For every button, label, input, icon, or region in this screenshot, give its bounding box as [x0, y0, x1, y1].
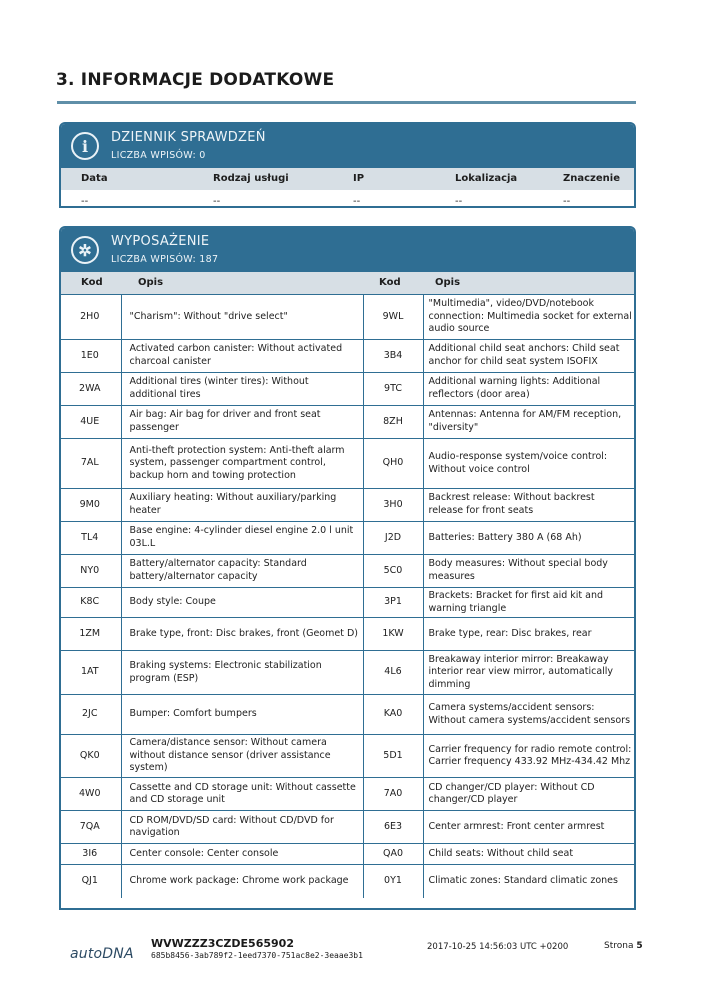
- equipment-description-cell: Camera systems/accident sensors: Without camera systems/accident sensors: [423, 695, 634, 735]
- equipment-description-cell: Camera/distance sensor: Without camera without distance sensor (driver assistance system): [121, 735, 363, 778]
- page-label: Strona: [604, 941, 634, 951]
- table-row: [61, 618, 634, 651]
- equipment-code-cell: 4UE: [61, 406, 121, 439]
- cell-ip: --: [353, 196, 361, 207]
- equipment-code-cell: K8C: [61, 588, 121, 618]
- column-header-meaning: Znaczenie: [563, 173, 620, 184]
- equipment-count: LICZBA WPISÓW: 187: [111, 254, 219, 265]
- table-row: [61, 373, 634, 406]
- equipment-description-cell: Carrier frequency for radio remote control: Carrier frequency 433.92 MHz-434.42 Mhz: [423, 735, 634, 778]
- equipment-table: [61, 294, 634, 898]
- equipment-description-cell: Chrome work package: Chrome work package: [121, 865, 363, 898]
- inspections-title: DZIENNIK SPRAWDZEŃ: [111, 130, 266, 145]
- equipment-code-cell: QA0: [363, 844, 423, 865]
- equipment-description-cell: Brake type, rear: Disc brakes, rear: [423, 618, 634, 651]
- equipment-description-cell: Braking systems: Electronic stabilization program (ESP): [121, 651, 363, 695]
- equipment-code-cell: 7QA: [61, 811, 121, 844]
- table-row: [61, 439, 634, 489]
- equipment-description-cell: Anti-theft protection system: Anti-theft alarm system, passenger compartment control, backup horn and towing protection: [121, 439, 363, 489]
- table-row: [61, 406, 634, 439]
- equipment-description-cell: Additional child seat anchors: Child seat anchor for child seat system ISOFIX: [423, 340, 634, 373]
- equipment-code-cell: NY0: [61, 555, 121, 588]
- cell-service-type: --: [213, 196, 221, 207]
- equipment-code-cell: QJ1: [61, 865, 121, 898]
- equipment-code-cell: 9M0: [61, 489, 121, 522]
- inspections-panel: [59, 122, 636, 208]
- inspections-header: [61, 124, 634, 168]
- table-row: [61, 735, 634, 778]
- table-row: [61, 295, 634, 340]
- equipment-code-cell: 0Y1: [363, 865, 423, 898]
- equipment-description-cell: Breakaway interior mirror: Breakaway interior rear view mirror, automatically dimming: [423, 651, 634, 695]
- equipment-code-cell: 7AL: [61, 439, 121, 489]
- table-row: [61, 865, 634, 898]
- equipment-description-cell: CD ROM/DVD/SD card: Without CD/DVD for navigation: [121, 811, 363, 844]
- equipment-code-cell: 6E3: [363, 811, 423, 844]
- equipment-description-cell: Child seats: Without child seat: [423, 844, 634, 865]
- equipment-description-cell: Auxiliary heating: Without auxiliary/parking heater: [121, 489, 363, 522]
- table-row: [61, 695, 634, 735]
- equipment-code-cell: 4L6: [363, 651, 423, 695]
- equipment-description-cell: "Multimedia", video/DVD/notebook connection: Multimedia socket for external audio source: [423, 295, 634, 340]
- autodna-logo: autoDNA: [70, 946, 134, 962]
- equipment-description-cell: CD changer/CD player: Without CD changer/CD player: [423, 778, 634, 811]
- equipment-code-cell: 5D1: [363, 735, 423, 778]
- column-header-description-1: Opis: [138, 277, 164, 288]
- equipment-description-cell: Air bag: Air bag for driver and front seat passenger: [121, 406, 363, 439]
- equipment-code-cell: KA0: [363, 695, 423, 735]
- equipment-code-cell: 3I6: [61, 844, 121, 865]
- equipment-description-cell: Bumper: Comfort bumpers: [121, 695, 363, 735]
- equipment-description-cell: Climatic zones: Standard climatic zones: [423, 865, 634, 898]
- vin-number: WVWZZZ3CZDE565902: [151, 937, 294, 950]
- column-header-code-2: Kod: [379, 277, 401, 288]
- gear-icon: ✲: [71, 236, 99, 264]
- title-divider: [57, 101, 636, 104]
- page-number: [604, 941, 643, 951]
- page-number-value: 5: [636, 941, 643, 951]
- equipment-code-cell: 1E0: [61, 340, 121, 373]
- equipment-description-cell: Antennas: Antenna for AM/FM reception, "diversity": [423, 406, 634, 439]
- table-row: [61, 522, 634, 555]
- equipment-header: [61, 228, 634, 272]
- inspections-count: LICZBA WPISÓW: 0: [111, 150, 206, 161]
- equipment-code-cell: QH0: [363, 439, 423, 489]
- column-header-code-1: Kod: [81, 277, 103, 288]
- inspections-column-headers: [61, 168, 634, 190]
- equipment-code-cell: 9TC: [363, 373, 423, 406]
- report-hash: 685b8456-3ab789f2-1eed7370-751ac8e2-3eaae3b1: [151, 951, 363, 960]
- equipment-code-cell: 9WL: [363, 295, 423, 340]
- equipment-description-cell: Backrest release: Without backrest release for front seats: [423, 489, 634, 522]
- page-title: 3. INFORMACJE DODATKOWE: [56, 70, 335, 90]
- cell-date: --: [81, 196, 89, 207]
- equipment-code-cell: 2WA: [61, 373, 121, 406]
- table-row: [61, 844, 634, 865]
- equipment-code-cell: 1ZM: [61, 618, 121, 651]
- table-row: [61, 555, 634, 588]
- table-row: [61, 778, 634, 811]
- equipment-description-cell: Base engine: 4-cylinder diesel engine 2.0 l unit 03L.L: [121, 522, 363, 555]
- equipment-description-cell: Center console: Center console: [121, 844, 363, 865]
- equipment-description-cell: Battery/alternator capacity: Standard battery/alternator capacity: [121, 555, 363, 588]
- equipment-description-cell: Additional warning lights: Additional reflectors (door area): [423, 373, 634, 406]
- table-row: [61, 651, 634, 695]
- equipment-description-cell: Brackets: Bracket for first aid kit and warning triangle: [423, 588, 634, 618]
- cell-meaning: --: [563, 196, 571, 207]
- report-datetime: 2017-10-25 14:56:03 UTC +0200: [427, 942, 569, 952]
- table-row: [61, 489, 634, 522]
- equipment-panel: [59, 226, 636, 910]
- equipment-code-cell: TL4: [61, 522, 121, 555]
- equipment-code-cell: 8ZH: [363, 406, 423, 439]
- equipment-column-headers: [61, 272, 634, 294]
- equipment-description-cell: Batteries: Battery 380 A (68 Ah): [423, 522, 634, 555]
- equipment-code-cell: 1AT: [61, 651, 121, 695]
- column-header-ip: IP: [353, 173, 365, 184]
- equipment-code-cell: 3P1: [363, 588, 423, 618]
- table-row: [61, 588, 634, 618]
- table-row: [61, 811, 634, 844]
- equipment-description-cell: Audio-response system/voice control: Without voice control: [423, 439, 634, 489]
- equipment-code-cell: 3H0: [363, 489, 423, 522]
- equipment-description-cell: Body measures: Without special body measures: [423, 555, 634, 588]
- equipment-code-cell: J2D: [363, 522, 423, 555]
- equipment-description-cell: Center armrest: Front center armrest: [423, 811, 634, 844]
- equipment-description-cell: Additional tires (winter tires): Without additional tires: [121, 373, 363, 406]
- equipment-code-cell: 3B4: [363, 340, 423, 373]
- equipment-code-cell: 7A0: [363, 778, 423, 811]
- table-row: [61, 340, 634, 373]
- column-header-date: Data: [81, 173, 108, 184]
- equipment-description-cell: Cassette and CD storage unit: Without cassette and CD storage unit: [121, 778, 363, 811]
- column-header-service-type: Rodzaj usługi: [213, 173, 289, 184]
- equipment-code-cell: 2JC: [61, 695, 121, 735]
- equipment-description-cell: Activated carbon canister: Without activated charcoal canister: [121, 340, 363, 373]
- column-header-location: Lokalizacja: [455, 173, 518, 184]
- equipment-code-cell: 4W0: [61, 778, 121, 811]
- equipment-code-cell: 5C0: [363, 555, 423, 588]
- equipment-description-cell: Body style: Coupe: [121, 588, 363, 618]
- info-icon: i: [71, 132, 99, 160]
- equipment-code-cell: 1KW: [363, 618, 423, 651]
- equipment-description-cell: Brake type, front: Disc brakes, front (Geomet D): [121, 618, 363, 651]
- equipment-code-cell: QK0: [61, 735, 121, 778]
- column-header-description-2: Opis: [435, 277, 461, 288]
- equipment-description-cell: "Charism": Without "drive select": [121, 295, 363, 340]
- cell-location: --: [455, 196, 463, 207]
- equipment-code-cell: 2H0: [61, 295, 121, 340]
- table-row: [61, 190, 634, 208]
- equipment-title: WYPOSAŻENIE: [111, 234, 210, 249]
